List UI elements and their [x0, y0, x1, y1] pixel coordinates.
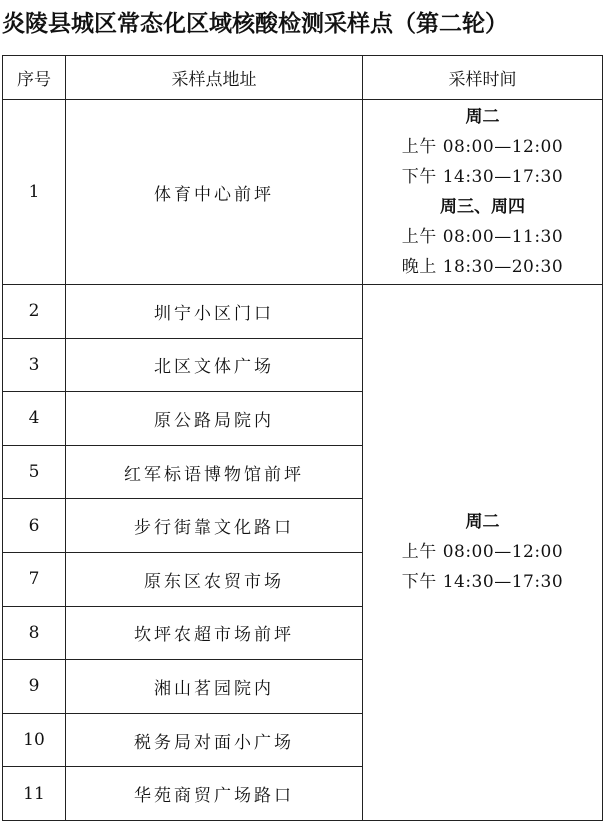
- time-slot: 上午 08:00—11:30: [401, 227, 564, 247]
- row-address: 圳宁小区门口: [66, 285, 363, 339]
- table-header-row: [3, 56, 603, 100]
- row-index: 6: [3, 499, 66, 553]
- row-time: [363, 100, 603, 285]
- row-index: 5: [3, 445, 66, 499]
- time-slot: 下午 14:30—17:30: [401, 167, 564, 187]
- shared-time-cell: [363, 285, 603, 821]
- table-row: [3, 285, 603, 339]
- row-address: 华苑商贸广场路口: [66, 767, 363, 821]
- row-address: 税务局对面小广场: [66, 713, 363, 767]
- time-slot: 上午 08:00—12:00: [401, 542, 564, 563]
- time-day: 周三、周四: [440, 197, 525, 217]
- table-row: [3, 100, 603, 285]
- row-index: 4: [3, 392, 66, 446]
- row-index: 2: [3, 285, 66, 339]
- page-title: 炎陵县城区常态化区域核酸检测采样点（第二轮）: [2, 11, 508, 37]
- time-slot: 上午 08:00—12:00: [401, 137, 564, 157]
- header-time: 采样时间: [363, 56, 603, 100]
- header-index: 序号: [3, 56, 66, 100]
- row-index: 9: [3, 660, 66, 714]
- row-index: 10: [3, 713, 66, 767]
- row-index: 3: [3, 338, 66, 392]
- row-address: 湘山茗园院内: [66, 660, 363, 714]
- row-address: 红军标语博物馆前坪: [66, 445, 363, 499]
- row-index: 7: [3, 552, 66, 606]
- sampling-sites-table: [2, 55, 603, 821]
- time-slot: 下午 14:30—17:30: [401, 572, 564, 593]
- row-address: 坎坪农超市场前坪: [66, 606, 363, 660]
- row-index: 11: [3, 767, 66, 821]
- header-address: 采样点地址: [66, 56, 363, 100]
- row-address: 原公路局院内: [66, 392, 363, 446]
- row-address: 体育中心前坪: [66, 100, 363, 285]
- row-index: 1: [3, 100, 66, 285]
- row-address: 原东区农贸市场: [66, 552, 363, 606]
- row-address: 北区文体广场: [66, 338, 363, 392]
- time-day: 周二: [465, 107, 500, 127]
- time-day: 周二: [465, 512, 500, 533]
- time-slot: 晚上 18:30—20:30: [401, 257, 564, 277]
- row-address: 步行街靠文化路口: [66, 499, 363, 553]
- row-index: 8: [3, 606, 66, 660]
